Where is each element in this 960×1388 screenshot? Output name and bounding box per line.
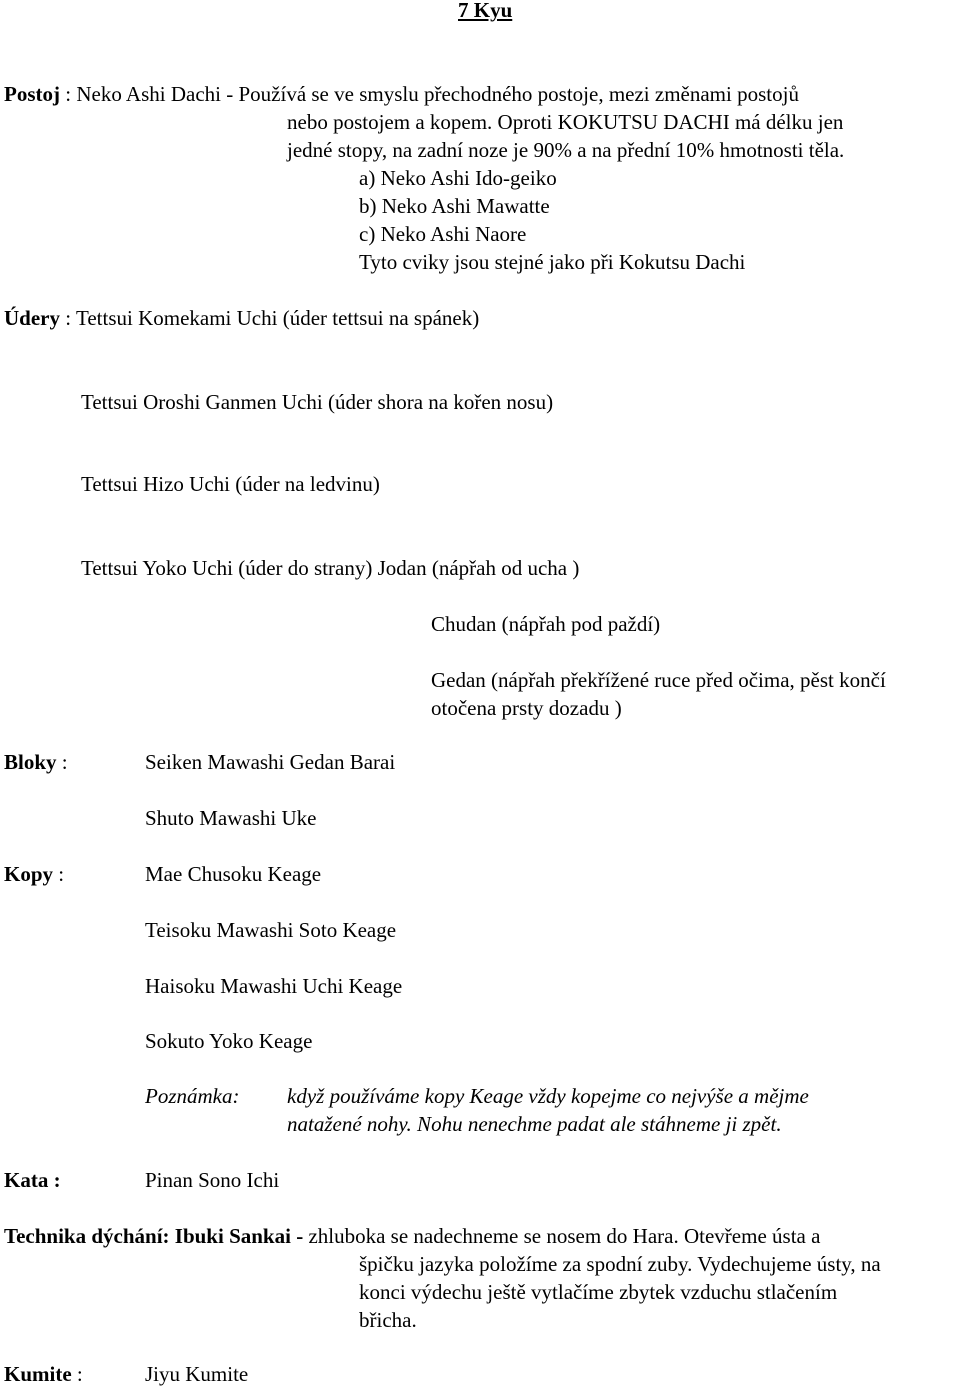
bloky-item: Shuto Mawashi Uke <box>145 806 317 830</box>
kopy-item: Teisoku Mawashi Soto Keage <box>145 918 397 942</box>
kumite-label: Kumite <box>4 1362 72 1386</box>
kumite-colon: : <box>76 1362 83 1386</box>
bloky-item: Seiken Mawashi Gedan Barai <box>145 750 396 774</box>
postoj-variant-note: Tyto cviky jsou stejné jako při Kokutsu Dachi <box>359 250 746 274</box>
bloky-label-group <box>4 748 68 776</box>
dychani-line-1: zhluboka se nadechneme se nosem do Hara. Otevřeme ústa a <box>308 1224 821 1248</box>
udery-sub-gedan: Gedan (nápřah překřížené ruce před očima, pěst končí <box>431 668 886 692</box>
kopy-item: Sokuto Yoko Keage <box>145 1029 313 1053</box>
kopy-note-label: Poznámka: <box>145 1084 240 1108</box>
udery-item: Tettsui Hizo Uchi (úder na ledvinu) <box>81 472 380 496</box>
postoj-label: Postoj <box>4 82 60 106</box>
udery-sub-chudan: Chudan (nápřah pod paždí) <box>431 612 661 636</box>
bloky-colon: : <box>61 750 68 774</box>
postoj-line-1: Neko Ashi Dachi - Používá se ve smyslu přechodného postoje, mezi změnami postojů <box>76 82 799 106</box>
dychani-line-4: břicha. <box>359 1308 417 1332</box>
page-title: 7 Kyu <box>458 0 513 22</box>
kumite-item: Jiyu Kumite <box>145 1362 249 1386</box>
postoj-variant-a: a) Neko Ashi Ido-geiko <box>359 166 557 190</box>
postoj-variant-b: b) Neko Ashi Mawatte <box>359 194 550 218</box>
postoj-variant-c: c) Neko Ashi Naore <box>359 222 527 246</box>
dychani-section <box>4 1222 820 1250</box>
dychani-line-2: špičku jazyka položíme za spodní zuby. Vydechujeme ústy, na <box>359 1252 881 1276</box>
udery-item: Tettsui Oroshi Ganmen Uchi (úder shora na kořen nosu) <box>81 390 554 414</box>
kopy-label: Kopy <box>4 862 54 886</box>
dychani-line-3: konci výdechu ještě vytlačíme zbytek vzduchu stlačením <box>359 1280 838 1304</box>
udery-section <box>4 304 479 332</box>
kata-label: Kata : <box>4 1168 61 1192</box>
kopy-label-group <box>4 860 64 888</box>
udery-colon: : <box>65 306 72 330</box>
udery-item-first: Tettsui Komekami Uchi (úder tettsui na spánek) <box>75 306 480 330</box>
kata-item: Pinan Sono Ichi <box>145 1168 280 1192</box>
udery-label: Údery <box>4 306 60 330</box>
kopy-item: Mae Chusoku Keage <box>145 862 322 886</box>
postoj-section <box>4 80 799 108</box>
kopy-note-line-1: když používáme kopy Keage vždy kopejme co nejvýše a mějme <box>287 1084 809 1108</box>
postoj-line-3: jedné stopy, na zadní noze je 90% a na přední 10% hmotnosti těla. <box>287 138 845 162</box>
kopy-note-line-2: natažené nohy. Nohu nenechme padat ale stáhneme ji zpět. <box>287 1112 782 1136</box>
kopy-item: Haisoku Mawashi Uchi Keage <box>145 974 403 998</box>
kopy-colon: : <box>58 862 65 886</box>
postoj-colon: : <box>65 82 72 106</box>
bloky-label: Bloky <box>4 750 57 774</box>
udery-sub-gedan-cont: otočena prsty dozadu ) <box>431 696 622 720</box>
udery-item: Tettsui Yoko Uchi (úder do strany) Jodan (nápřah od ucha ) <box>81 556 580 580</box>
kumite-label-group <box>4 1360 83 1388</box>
postoj-line-2: nebo postojem a kopem. Oproti KOKUTSU DACHI má délku jen <box>287 110 844 134</box>
dychani-label: Technika dýchání: Ibuki Sankai - <box>4 1224 304 1248</box>
